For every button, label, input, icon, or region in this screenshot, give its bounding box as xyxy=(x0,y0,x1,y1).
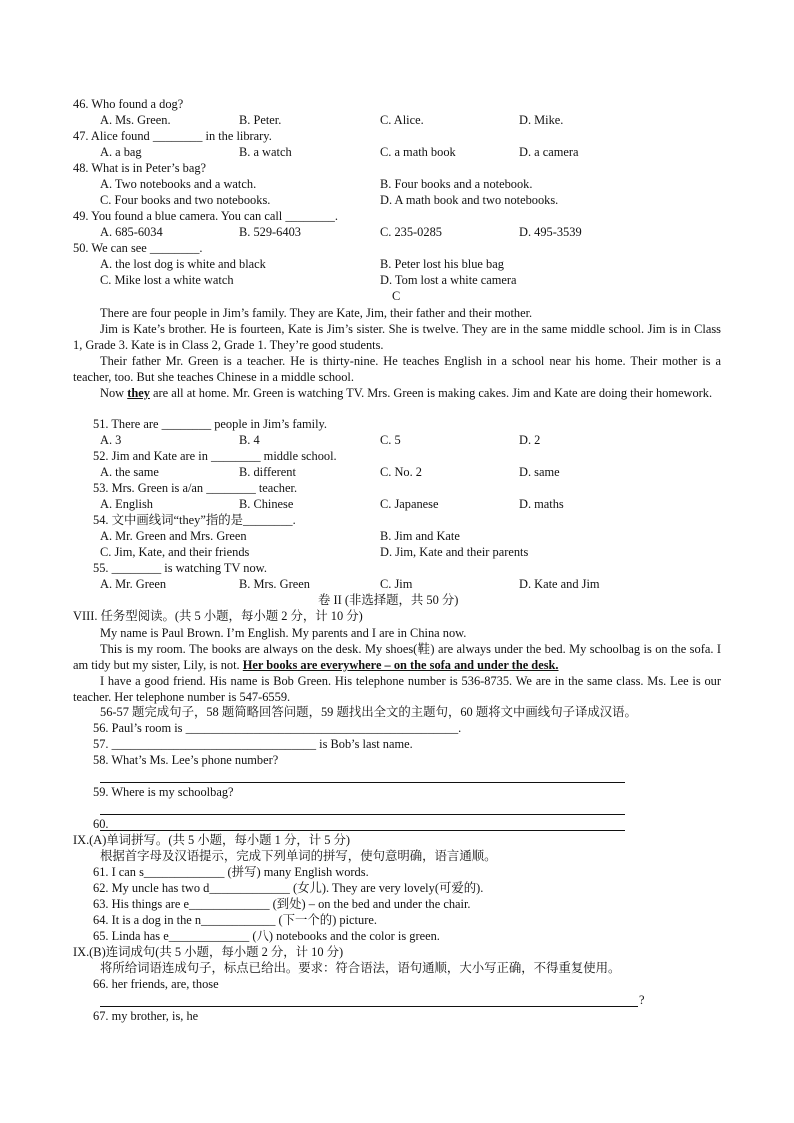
q48-option-c: C. Four books and two notebooks. xyxy=(100,193,271,207)
q54-option-b: B. Jim and Kate xyxy=(380,529,460,543)
q49-stem: 49. You found a blue camera. You can call ________. xyxy=(73,209,338,223)
q46-option-b: B. Peter. xyxy=(239,113,282,127)
q54-option-c: C. Jim, Kate, and their friends xyxy=(100,545,250,559)
q49-option-b: B. 529-6403 xyxy=(239,225,301,239)
q46-option-c: C. Alice. xyxy=(380,113,424,127)
s8-p2-text: This is my room. The books are always on the desk. My shoes(鞋) are always under the bed. My schoolbag is on the sofa. I am tidy but my sister, Lily, is not. xyxy=(73,642,721,672)
q47-option-a: A. a bag xyxy=(100,145,142,159)
q66-question-mark: ? xyxy=(639,993,645,1007)
q56: 56. Paul’s room is ____________________________________________. xyxy=(93,721,462,735)
q50-option-d: D. Tom lost a white camera xyxy=(380,273,517,287)
q61: 61. I can s_____________ (拼写) many English words. xyxy=(93,865,369,879)
q47-stem: 47. Alice found ________ in the library. xyxy=(73,129,272,143)
q55-option-a: A. Mr. Green xyxy=(100,577,167,591)
section-8-instructions: 56-57 题完成句子，58 题简略回答问题，59 题找出全文的主题句，60 题将文中画线句子译成汉语。 xyxy=(100,705,637,719)
q47-option-c: C. a math book xyxy=(380,145,456,159)
q49-option-a: A. 685-6034 xyxy=(100,225,163,239)
q53-option-b: B. Chinese xyxy=(239,497,294,511)
q62: 62. My uncle has two d_____________ (女儿). They are very lovely(可爱的). xyxy=(93,881,484,895)
q48-option-b: B. Four books and a notebook. xyxy=(380,177,533,191)
q49-option-c: C. 235-0285 xyxy=(380,225,442,239)
q66-answer-line[interactable] xyxy=(100,1006,638,1007)
q53-option-a: A. English xyxy=(100,497,154,511)
q54-stem: 54. 文中画线词“they”指的是________. xyxy=(93,513,296,527)
q48-option-a: A. Two notebooks and a watch. xyxy=(100,177,257,191)
p4-pre: Now xyxy=(100,386,128,400)
q51-option-d: D. 2 xyxy=(519,433,541,447)
q50-option-a: A. the lost dog is white and black xyxy=(100,257,266,271)
underlined-sentence: Her books are everywhere – on the sofa and under the desk. xyxy=(242,658,559,672)
q60-answer-line[interactable] xyxy=(100,830,625,831)
q52-option-c: C. No. 2 xyxy=(380,465,422,479)
q51-option-a: A. 3 xyxy=(100,433,122,447)
passage-c-paragraph-4 xyxy=(73,385,721,401)
p4-post: are all at home. Mr. Green is watching TV. Mrs. Green is making cakes. Jim and Kate are doing their homework. xyxy=(149,386,713,400)
q50-option-b: B. Peter lost his blue bag xyxy=(380,257,504,271)
section-9a-instructions: 根据首字母及汉语提示，完成下列单词的拼写，使句意明确，语言通顺。 xyxy=(100,849,497,863)
q47-option-b: B. a watch xyxy=(239,145,292,159)
section-9b-title: IX.(B)连词成句(共 5 小题，每小题 2 分，计 10 分) xyxy=(73,945,344,959)
q46-option-d: D. Mike. xyxy=(519,113,564,127)
q47-option-d: D. a camera xyxy=(519,145,579,159)
section-8-paragraph-3: I have a good friend. His name is Bob Green. His telephone number is 536-8735. We are in the same class. Ms. Lee is our teacher. Her telephone number is 547-6559. xyxy=(73,674,721,704)
underlined-word-they: they xyxy=(127,386,150,400)
passage-c-paragraph-2: Jim is Kate’s brother. He is fourteen, Kate is Jim’s sister. She is twelve. They are in the same middle school. Jim is in Class 1, Grade 3. Kate is in Class 2, Grade 1. They’re good students. xyxy=(73,322,721,352)
q60: 60. xyxy=(93,817,109,831)
q57-text: is Bob’s last name. xyxy=(316,737,413,751)
q50-stem: 50. We can see ________. xyxy=(73,241,203,255)
volume-2-title: 卷 II (非选择题，共 50 分) xyxy=(318,593,459,607)
q52-option-b: B. different xyxy=(239,465,296,479)
q57-blank: 57. _________________________________ xyxy=(93,737,317,751)
section-8-paragraph-2 xyxy=(73,641,721,673)
q49-option-d: D. 495-3539 xyxy=(519,225,582,239)
q54-option-d: D. Jim, Kate and their parents xyxy=(380,545,529,559)
q50-option-c: C. Mike lost a white watch xyxy=(100,273,234,287)
q66: 66. her friends, are, those xyxy=(93,977,219,991)
q46-stem: 46. Who found a dog? xyxy=(73,97,184,111)
q59-answer-line[interactable] xyxy=(100,814,625,815)
q67: 67. my brother, is, he xyxy=(93,1009,199,1023)
q55-stem: 55. ________ is watching TV now. xyxy=(93,561,267,575)
q52-option-d: D. same xyxy=(519,465,560,479)
q54-option-a: A. Mr. Green and Mrs. Green xyxy=(100,529,247,543)
q51-option-b: B. 4 xyxy=(239,433,260,447)
q57 xyxy=(93,737,413,752)
q63: 63. His things are e_____________ (到处) – on the bed and under the chair. xyxy=(93,897,471,911)
q55-option-c: C. Jim xyxy=(380,577,413,591)
passage-c-paragraph-1: There are four people in Jim’s family. They are Kate, Jim, their father and their mother. xyxy=(100,306,533,320)
section-9b-instructions: 将所给词语连成句子，标点已给出。要求：符合语法，语句通顺，大小写正确，不得重复使用。 xyxy=(100,961,621,975)
passage-c-label: C xyxy=(392,289,401,303)
q53-option-c: C. Japanese xyxy=(380,497,439,511)
q65: 65. Linda has e_____________ (八) notebooks and the color is green. xyxy=(93,929,440,943)
q55-option-d: D. Kate and Jim xyxy=(519,577,600,591)
q51-option-c: C. 5 xyxy=(380,433,401,447)
passage-c-paragraph-3: Their father Mr. Green is a teacher. He is thirty-nine. He teaches English in a school near his home. Their mother is a teacher, too. But she teaches Chinese in a middle school. xyxy=(73,354,721,384)
q52-stem: 52. Jim and Kate are in ________ middle school. xyxy=(93,449,337,463)
q64: 64. It is a dog in the n____________ (下一个的) picture. xyxy=(93,913,377,927)
q58-answer-line[interactable] xyxy=(100,782,625,783)
q51-stem: 51. There are ________ people in Jim’s family. xyxy=(93,417,327,431)
q48-option-d: D. A math book and two notebooks. xyxy=(380,193,559,207)
section-9a-title: IX.(A)单词拼写。(共 5 小题，每小题 1 分，计 5 分) xyxy=(73,833,351,847)
q53-stem: 53. Mrs. Green is a/an ________ teacher. xyxy=(93,481,298,495)
q53-option-d: D. maths xyxy=(519,497,564,511)
section-8-title: VIII. 任务型阅读。(共 5 小题，每小题 2 分，计 10 分) xyxy=(73,609,363,623)
q58: 58. What’s Ms. Lee’s phone number? xyxy=(93,753,279,767)
q48-stem: 48. What is in Peter’s bag? xyxy=(73,161,207,175)
q59: 59. Where is my schoolbag? xyxy=(93,785,234,799)
q46-option-a: A. Ms. Green. xyxy=(100,113,171,127)
q55-option-b: B. Mrs. Green xyxy=(239,577,310,591)
q52-option-a: A. the same xyxy=(100,465,159,479)
section-8-paragraph-1: My name is Paul Brown. I’m English. My parents and I are in China now. xyxy=(100,626,467,640)
